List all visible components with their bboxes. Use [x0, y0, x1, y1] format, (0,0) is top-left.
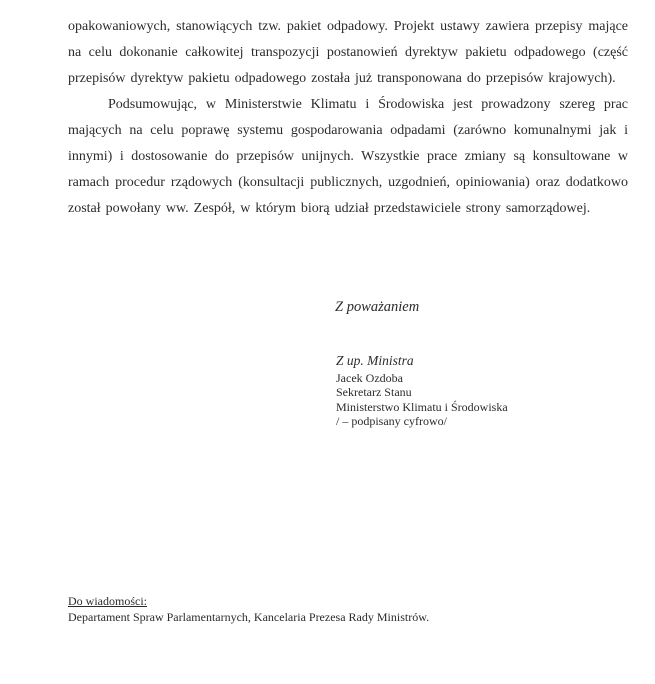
signature-name: Jacek Ozdoba [336, 370, 403, 385]
cc-label: Do wiadomości: [68, 594, 147, 608]
signature-title: Sekretarz Stanu [336, 385, 412, 399]
signature-organization: Ministerstwo Klimatu i Środowiska [336, 399, 508, 414]
closing-salutation: Z poważaniem [335, 299, 420, 315]
cc-section [68, 594, 429, 625]
signature-on-behalf: Z up. Ministra [336, 353, 414, 368]
cc-recipients: Departament Spraw Parlamentarnych, Kancelaria Prezesa Rady Ministrów. [68, 609, 430, 624]
paragraph-1: opakowaniowych, stanowiących tzw. pakiet odpadowy. Projekt ustawy zawiera przepisy mające na celu dokonanie całkowitej transpozycji postanowień dyrektyw pakietu odpadowego (część przepisów dyrektyw pakietu odpadowego została już transponowana do przepisów krajowych). [68, 19, 628, 86]
signature-digital-note: / – podpisany cyfrowo/ [336, 414, 447, 428]
signature-block [336, 354, 508, 429]
paragraph-2: Podsumowując, w Ministerstwie Klimatu i Środowiska jest prowadzony szereg prac mających na celu poprawę systemu gospodarowania odpadami (zarówno komunalnymi jak i innymi) i dostosowanie do przepisów unijnych. Wszystkie prace zmiany są konsultowane w ramach procedur rządowych (konsultacji publicznych, uzgodnień, opiniowania) oraz dodatkowo został powołany ww. Zespół, w którym biorą udział przedstawiciele strony samorządowej. [68, 97, 628, 216]
letter-body [68, 14, 628, 222]
